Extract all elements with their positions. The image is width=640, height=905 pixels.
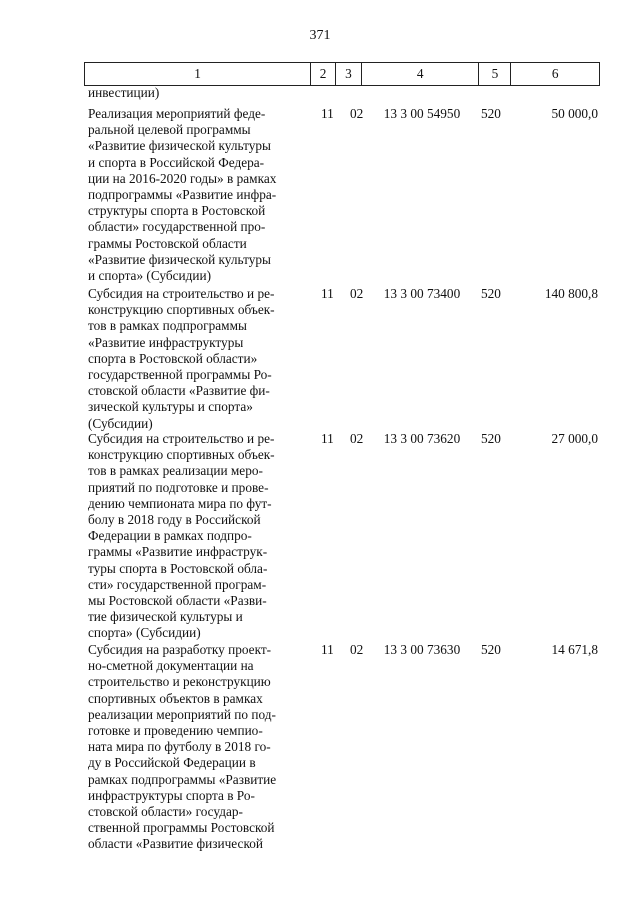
desc-line: области» государственной про-	[88, 219, 266, 235]
desc-line: граммы Ростовской области	[88, 235, 247, 251]
table-header	[84, 62, 600, 86]
cell-col-4: 13 3 00 73620	[383, 431, 461, 446]
desc-line: готовке и проведению чемпио-	[88, 723, 263, 739]
desc-line: рамках подпрограммы «Развитие	[88, 771, 277, 787]
desc-line: строительство и реконструкцию	[88, 674, 271, 690]
desc-line: туры спорта в Ростовской обла-	[88, 560, 268, 576]
desc-line: ральной целевой программы	[88, 122, 251, 138]
desc-line: реализации мероприятий по под-	[88, 706, 276, 722]
desc-line: ду в Российской Федерации в	[88, 755, 256, 771]
desc-line: области «Развитие физической	[88, 836, 263, 852]
desc-line: стовской области» государ-	[88, 804, 243, 820]
desc-line: (Субсидии)	[88, 415, 153, 431]
desc-line: зической культуры и спорта»	[88, 399, 253, 415]
page-number: 371	[309, 28, 331, 43]
desc-line: конструкцию спортивных объек-	[88, 447, 275, 463]
cell-col-5: 520	[481, 642, 501, 657]
header-col-2: 2	[311, 63, 336, 85]
desc-line: дению чемпионата мира по фут-	[88, 495, 272, 511]
cell-col-3: 02	[350, 106, 364, 121]
desc-line: структуры спорта в Ростовской	[88, 203, 266, 219]
desc-line: конструкцию спортивных объек-	[88, 302, 275, 318]
desc-line: спорта в Ростовской области»	[88, 350, 258, 366]
desc-line: ственной программы Ростовской	[88, 820, 275, 836]
desc-line: Федерации в рамках подпро-	[88, 528, 252, 544]
desc-line: Реализация мероприятий феде-	[88, 106, 266, 121]
cell-col-4: 13 3 00 54950	[383, 106, 461, 121]
desc-line: болу в 2018 году в Российской	[88, 512, 261, 528]
cell-col-6: 50 000,0	[551, 106, 598, 121]
desc-line: и спорта в Российской Федера-	[88, 154, 265, 170]
header-col-6: 6	[551, 66, 559, 81]
desc-line: «Развитие физической культуры	[88, 251, 271, 267]
continuation-text: инвестиции)	[88, 85, 160, 100]
cell-col-3: 02	[350, 642, 364, 657]
cell-col-2: 11	[321, 106, 334, 121]
cell-col-4: 13 3 00 73400	[383, 286, 461, 301]
cell-col-6: 140 800,8	[544, 286, 598, 301]
desc-line: граммы «Развитие инфраструк-	[88, 544, 268, 560]
header-col-3: 3	[336, 63, 362, 85]
desc-line: приятий по подготовке и прове-	[88, 479, 269, 495]
desc-line: Субсидия на разработку проект-	[88, 642, 272, 657]
header-col-5: 5	[479, 63, 511, 85]
cell-col-5: 520	[481, 286, 501, 301]
desc-line: «Развитие инфраструктуры	[88, 334, 244, 350]
row-description	[88, 642, 310, 853]
cell-col-2: 11	[321, 431, 334, 446]
desc-line: спорта» (Субсидии)	[88, 625, 201, 641]
cell-col-4: 13 3 00 73630	[383, 642, 461, 657]
desc-line: и спорта» (Субсидии)	[88, 268, 212, 284]
row-description	[88, 106, 310, 284]
cell-col-2: 11	[321, 642, 334, 657]
desc-line: ции на 2016-2020 годы» в рамках	[88, 170, 277, 186]
desc-line: но-сметной документации на	[88, 658, 254, 674]
cell-col-6: 27 000,0	[551, 431, 598, 446]
desc-line: тов в рамках подпрограммы	[88, 318, 247, 334]
desc-line: тие физической культуры и	[88, 609, 243, 625]
desc-line: стовской области «Развитие фи-	[88, 383, 270, 399]
header-col-4: 4	[362, 63, 480, 85]
desc-line: Субсидия на строительство и ре-	[88, 286, 275, 301]
desc-line: тов в рамках реализации меро-	[88, 463, 263, 479]
desc-line: подпрограммы «Развитие инфра-	[88, 187, 277, 203]
desc-line: мы Ростовской области «Разви-	[88, 593, 267, 609]
cell-col-5: 520	[481, 431, 501, 446]
desc-line: инфраструктуры спорта в Ро-	[88, 787, 255, 803]
cell-col-6: 14 671,8	[551, 642, 598, 657]
cell-col-5: 520	[481, 106, 501, 121]
cell-col-3: 02	[350, 286, 364, 301]
row-description	[88, 431, 310, 642]
cell-col-3: 02	[350, 431, 364, 446]
desc-line: сти» государственной програм-	[88, 576, 267, 592]
cell-col-2: 11	[321, 286, 334, 301]
desc-line: ната мира по футболу в 2018 го-	[88, 739, 271, 755]
row-description	[88, 286, 310, 432]
desc-line: спортивных объектов в рамках	[88, 690, 263, 706]
desc-line: Субсидия на строительство и ре-	[88, 431, 275, 446]
desc-line: «Развитие физической культуры	[88, 138, 271, 154]
header-col-1: 1	[85, 63, 311, 85]
desc-line: государственной программы Ро-	[88, 367, 272, 383]
